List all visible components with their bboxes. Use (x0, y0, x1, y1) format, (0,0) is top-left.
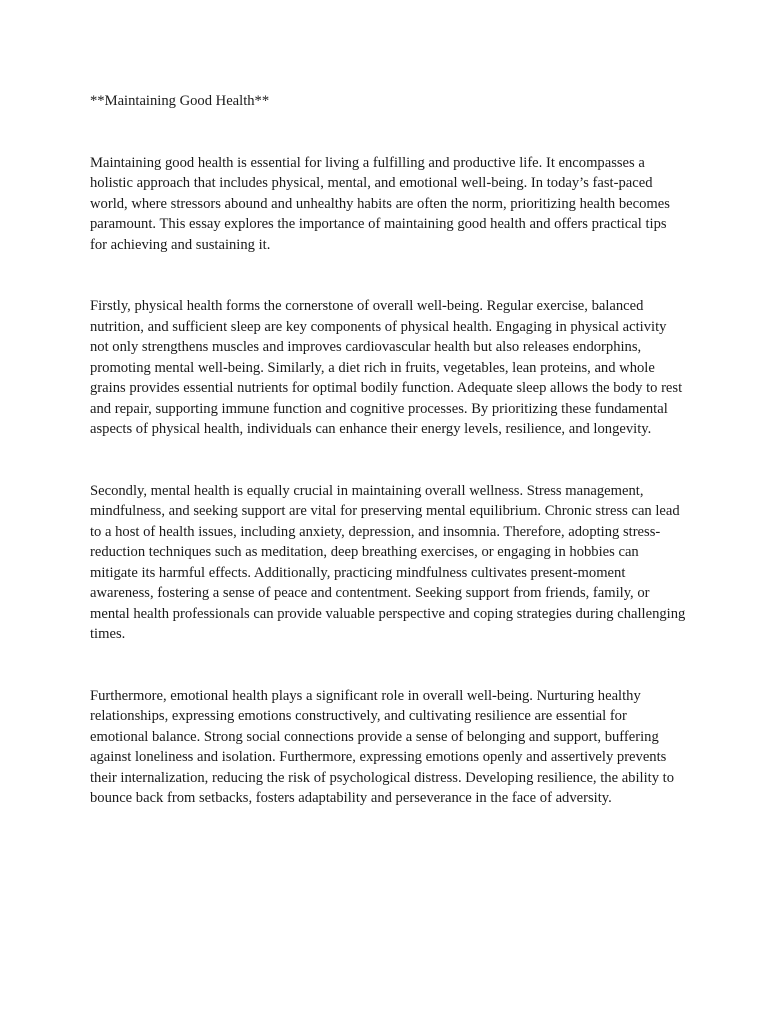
paragraph-physical-health: Firstly, physical health forms the cornerstone of overall well-being. Regular exercise, balanced nutrition, and sufficient sleep are key components of physical health. Engaging in physical activity not only strengthens muscles and improves cardiovascular health but also releases endorphins, promoting mental well-being. Similarly, a diet rich in fruits, vegetables, lean proteins, and whole grains provides essential nutrients for optimal bodily function. Adequate sleep allows the body to rest and repair, supporting immune function and cognitive processes. By prioritizing these fundamental aspects of physical health, individuals can enhance their energy levels, resilience, and longevity. (90, 298, 683, 437)
paragraph-mental-health: Secondly, mental health is equally crucial in maintaining overall wellness. Stress management, mindfulness, and seeking support are vital for preserving mental equilibrium. Chronic stress can lead to a host of health issues, including anxiety, depression, and insomnia. Therefore, adopting stress-reduction techniques such as meditation, deep breathing exercises, or engaging in hobbies can mitigate its harmful effects. Additionally, practicing mindfulness cultivates present-moment awareness, fostering a sense of peace and contentment. Seeking support from friends, family, or mental health professionals can provide valuable perspective and coping strategies during challenging times. (90, 482, 686, 642)
paragraph-intro: Maintaining good health is essential for living a fulfilling and productive life. It encompasses a holistic approach that includes physical, mental, and emotional well-being. In today’s fast-paced world, where stressors abound and unhealthy habits are often the norm, prioritizing health becomes paramount. This essay explores the importance of maintaining good health and offers practical tips for achieving and sustaining it. (90, 154, 670, 253)
document-title: **Maintaining Good Health** (90, 93, 270, 109)
document-body (90, 91, 686, 850)
paragraph-emotional-health: Furthermore, emotional health plays a significant role in overall well-being. Nurturing healthy relationships, expressing emotions constructively, and cultivating resilience are essential for emotional balance. Strong social connections provide a sense of belonging and support, buffering against loneliness and isolation. Furthermore, expressing emotions openly and assertively prevents their internalization, reducing the risk of psychological distress. Developing resilience, the ability to bounce back from setbacks, fosters adaptability and perseverance in the face of adversity. (90, 687, 674, 806)
